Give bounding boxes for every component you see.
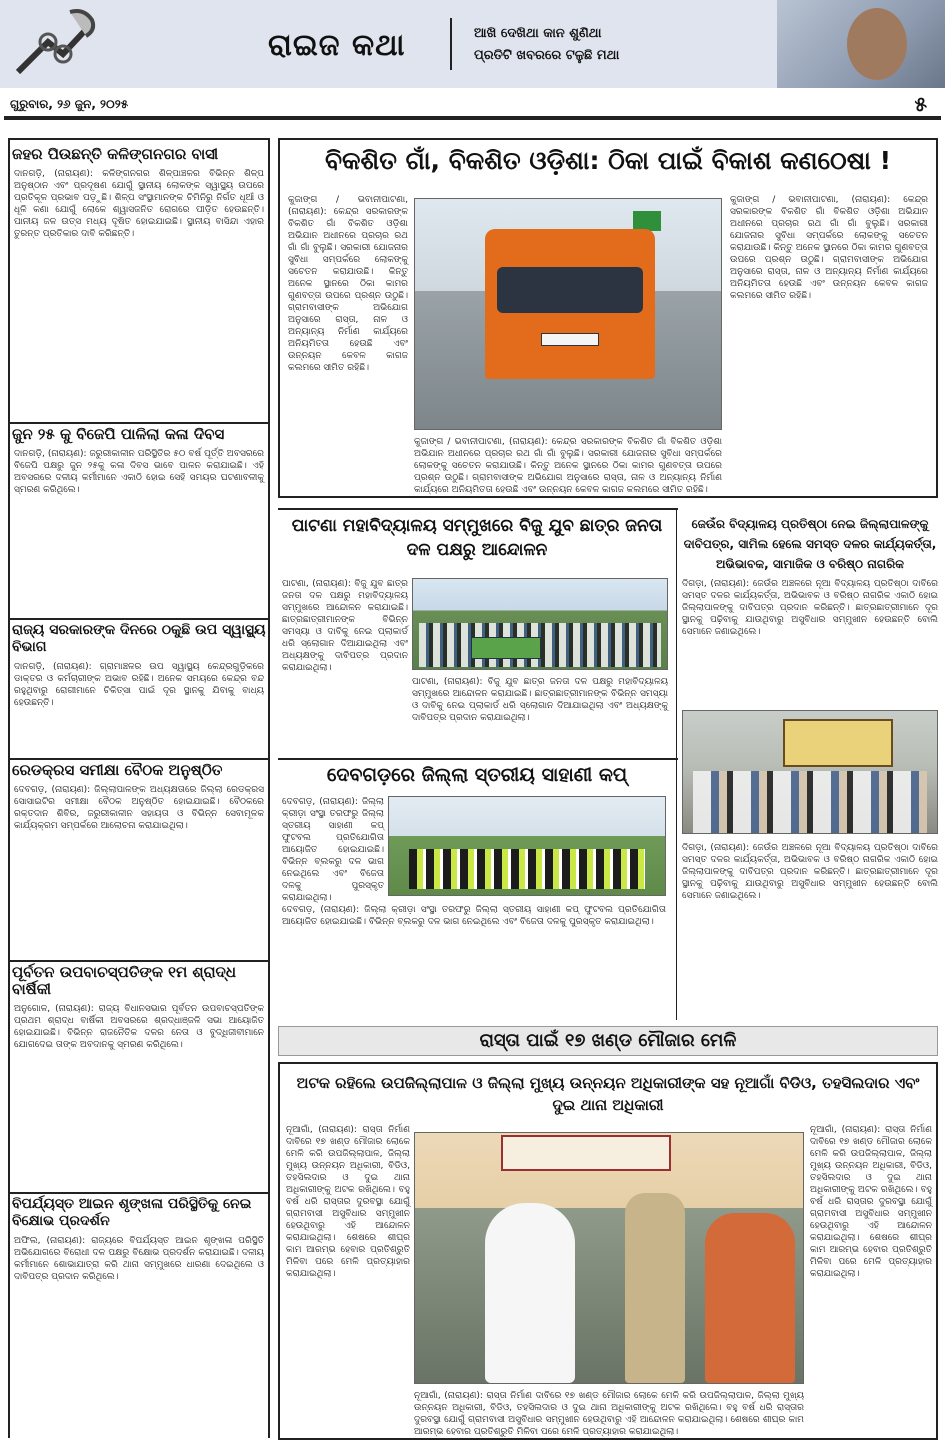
bottom-story-headline: ଅଟକ ରହିଲେ ଉପଜିଲ୍ଲାପାଳ ଓ ଜିଲ୍ଲା ମୁଖ୍ୟ ଉନ୍ନୟନ ଅଧିକାରୀଙ୍କ ସହ ନୂଆଗାଁ ବିଡିଓ, ତହସିଲଦାର ଏବଂ ଦୁଇ ଥାନା ଅଧିକାରୀ — [296, 1074, 920, 1114]
left-story-5-body: ଅନୁଗୋଳ, (ନାରାୟଣ): ରାଜ୍ୟ ବିଧାନସଭାର ପୂର୍ବତନ ଉପବାଚସ୍ପତିଙ୍କ ପ୍ରଥମ ଶ୍ରାଦ୍ଧ ବାର୍ଷିକୀ ଅବସରରେ ଶ୍ରଦ୍ଧାଞ୍ଜଳି ସଭା ଆୟୋଜିତ ହୋଇଯାଇଛି। ବିଭିନ୍ନ ରାଜନୈତିକ ଦଳର ନେତା ଓ ବୁଦ୍ଧିଜୀବୀମାନେ ଯୋଗଦେଇ ତାଙ୍କ ଅବଦାନକୁ ସ୍ମରଣ କରିଥିଲେ। — [14, 1004, 264, 1050]
bottom-story-body-under-photo: ନୂଆଗାଁ, (ନାରାୟଣ): ରାସ୍ତା ନିର୍ମାଣ ଦାବିରେ ୧୭ ଖଣ୍ଡ ମୌଜାର ଲୋକେ ମେଳି କରି ଉପଜିଲ୍ଲାପାଳ, ଜିଲ୍ଲା ମୁଖ୍ୟ ଉନ୍ନୟନ ଅଧିକାରୀ, ବିଡିଓ, ତହସିଲଦାର ଓ ଦୁଇ ଥାନା ଅଧିକାରୀଙ୍କୁ ଅଟକ ରଖିଥିଲେ। ବହୁ ବର୍ଷ ଧରି ରାସ୍ତାର ଦୁରବସ୍ଥା ଯୋଗୁଁ ଗ୍ରାମବାସୀ ଅସୁବିଧାର ସମ୍ମୁଖୀନ ହେଉଥିବାରୁ ଏହି ଆନ୍ଦୋଳନ କରାଯାଇଥିଲା। ଶେଷରେ ଶୀଘ୍ର କାମ ଆରମ୍ଭ ହେବାର ପ୍ରତିଶ୍ରୁତି ମିଳିବା ପରେ ମେଳି ପ୍ରତ୍ୟାହାର କରାଯାଇଥିଲା। — [414, 1391, 804, 1437]
left-story-5-headline: ପୂର୍ବତନ ଉପବାଚସ୍ପତିଙ୍କ ୧ମ ଶ୍ରାଦ୍ଧ ବାର୍ଷିକୀ — [10, 960, 268, 1001]
masthead-child-photo — [777, 0, 945, 88]
tagline-line-1: ଆଖି ଦେଖିଥା କାନ ଶୁଣିଥା — [474, 26, 602, 41]
left-story-1-headline: ଜହର ପିଉଛନ୍ତି କଳିଙ୍ଗନଗର ବାସୀ — [12, 145, 219, 163]
left-story-4-body: ଦେବଗଡ଼, (ନାରାୟଣ): ଜିଲ୍ଲାପାଳଙ୍କ ଅଧ୍ୟକ୍ଷତାରେ ଜିଲ୍ଲା ରେଡକ୍ରସ ସୋସାଇଟିର ସମୀକ୍ଷା ବୈଠକ ଅନୁଷ୍ଠିତ ହୋଇଯାଇଛି। ବୈଠକରେ ରକ୍ତଦାନ ଶିବିର, ଜରୁରୀକାଳୀନ ସହାୟତା ଓ ବିଭିନ୍ନ ସେବାମୂଳକ କାର୍ଯ୍ୟକ୍ରମ ସମ୍ପର୍କରେ ଆଲୋଚନା କରାଯାଇଥିଲା। — [14, 785, 264, 831]
newspaper-title: ରାଇଜ କଥା — [268, 28, 406, 63]
left-story-3 — [10, 618, 268, 711]
school-story-meeting-photo — [682, 710, 938, 834]
school-story-headline: ଜେଉଁର ବିଦ୍ୟାଳୟ ପ୍ରତିଷ୍ଠା ନେଇ ଜିଲ୍ଲାପାଳଙ୍କୁ ଦାବିପତ୍ର, ସାମିଲ ହେଲେ ସମସ୍ତ ଦଳର କାର୍ଯ୍ୟକର୍ତ୍ତା, ଅଭିଭାବକ, ସାମାଜିକ ଓ ବରିଷ୍ଠ ନାଗରିକ — [683, 517, 937, 571]
bottom-story-body-left: ନୂଆଗାଁ, (ନାରାୟଣ): ରାସ୍ତା ନିର୍ମାଣ ଦାବିରେ ୧୭ ଖଣ୍ଡ ମୌଜାର ଲୋକେ ମେଳି କରି ଉପଜିଲ୍ଲାପାଳ, ଜିଲ୍ଲା ମୁଖ୍ୟ ଉନ୍ନୟନ ଅଧିକାରୀ, ବିଡିଓ, ତହସିଲଦାର ଓ ଦୁଇ ଥାନା ଅଧିକାରୀଙ୍କୁ ଅଟକ ରଖିଥିଲେ। ବହୁ ବର୍ଷ ଧରି ରାସ୍ତାର ଦୁରବସ୍ଥା ଯୋଗୁଁ ଗ୍ରାମବାସୀ ଅସୁବିଧାର ସମ୍ମୁଖୀନ ହେଉଥିବାରୁ ଏହି ଆନ୍ଦୋଳନ କରାଯାଇଥିଲା। ଶେଷରେ ଶୀଘ୍ର କାମ ଆରମ୍ଭ ହେବାର ପ୍ରତିଶ୍ରୁତି ମିଳିବା ପରେ ମେଳି ପ୍ରତ୍ୟାହାର କରାଯାଇଥିଲା। — [286, 1125, 410, 1279]
lead-story-box — [278, 138, 938, 498]
left-news-column — [10, 140, 268, 1440]
left-story-6-body: ଅଫିଲ, (ନାରାୟଣ): ରାଜ୍ୟରେ ବିପର୍ଯ୍ୟସ୍ତ ଆଇନ ଶୃଙ୍ଖଳା ପରିସ୍ଥିତି ଅଭିଯୋଗରେ ବିରୋଧୀ ଦଳ ପକ୍ଷରୁ ବିକ୍ଷୋଭ ପ୍ରଦର୍ଶନ କରାଯାଇଛି। ଦଳୀୟ କର୍ମୀମାନେ ଶୋଭାଯାତ୍ରା କରି ଥାନା ସମ୍ମୁଖରେ ଧାରଣା ଦେଇଥିଲେ ଓ ଦାବିପତ୍ର ପ୍ରଦାନ କରିଥିଲେ। — [14, 1236, 264, 1282]
left-story-3-headline: ରାଜ୍ୟ ସରକାରଙ୍କ ଦିନରେ ଠକୁଛି ଉପ ସ୍ୱାସ୍ଥ୍ୟ ବିଭାଗ — [10, 618, 268, 659]
lead-story-body-under-photo: କୁଜାଙ୍ଗ / ଭବାନୀପାଟଣା, (ନାରାୟଣ): କେନ୍ଦ୍ର ସରକାରଙ୍କ ବିକଶିତ ଗାଁ ବିକଶିତ ଓଡ଼ିଶା ଅଭିଯାନ ଅଧୀନରେ ପ୍ରଚାର ରଥ ଗାଁ ଗାଁ ବୁଲୁଛି। ସରକାରୀ ଯୋଜନାର ସୁବିଧା ସମ୍ପର୍କରେ ଲୋକଙ୍କୁ ସଚେତନ କରାଯାଉଛି। କିନ୍ତୁ ଅନେକ ସ୍ଥାନରେ ଠିକା କାମର ଗୁଣବତ୍ତା ଉପରେ ପ୍ରଶ୍ନ ଉଠୁଛି। ଗ୍ରାମବାସୀଙ୍କ ଅଭିଯୋଗ ଅନୁସାରେ ରାସ୍ତା, ନାଳ ଓ ଅନ୍ୟାନ୍ୟ ନିର୍ମାଣ କାର୍ଯ୍ୟରେ ଅନିୟମିତତା ହେଉଛି ଏବଂ ଉନ୍ନୟନ କେବଳ କାଗଜ କଲମରେ ସୀମିତ ରହିଛି। — [414, 437, 722, 495]
tagline-line-2: ପ୍ରତିଟି ଖବରରେ ଟଳୁଛି ମଥା — [474, 48, 620, 63]
left-story-6-headline: ବିପର୍ଯ୍ୟସ୍ତ ଆଇନ ଶୃଙ୍ଖଳା ପରିସ୍ଥିତିକୁ ନେଇ ବିକ୍ଷୋଭ ପ୍ରଦର୍ଶନ — [10, 1192, 268, 1233]
school-story-body-top: ଦିଗଡ଼ା, (ନାରାୟଣ): ଜେଉଁର ଅଞ୍ଚଳରେ ନୂଆ ବିଦ୍ୟାଳୟ ପ୍ରତିଷ୍ଠା ଦାବିରେ ସମସ୍ତ ଦଳର କାର୍ଯ୍ୟକର୍ତ୍ତା, ଅଭିଭାବକ ଓ ବରିଷ୍ଠ ନାଗରିକ ଏକାଠି ହୋଇ ଜିଲ୍ଲାପାଳଙ୍କୁ ଦାବିପତ୍ର ପ୍ରଦାନ କରିଛନ୍ତି। ଛାତ୍ରଛାତ୍ରୀମାନେ ଦୂର ସ୍ଥାନକୁ ପଢ଼ିବାକୁ ଯାଉଥିବାରୁ ଅସୁବିଧାର ସମ୍ମୁଖୀନ ହେଉଛନ୍ତି ବୋଲି ସେମାନେ ଜଣାଇଥିଲେ। — [682, 579, 938, 637]
page-number: ୫ — [914, 92, 927, 116]
lead-story-van-photo — [414, 198, 722, 430]
left-story-1-body: ଦାନଗଡ଼ି, (ନାରାୟଣ): କଳିଙ୍ଗନଗର ଶିଳ୍ପାଞ୍ଚଳର ବିଭିନ୍ନ ଶିଳ୍ପ ଅନୁଷ୍ଠାନ ଏବଂ ପ୍ରଦୂଷଣ ଯୋଗୁଁ ସ୍ଥାନୀୟ ଲୋକଙ୍କ ସ୍ୱାସ୍ଥ୍ୟ ଉପରେ ପ୍ରତିକୂଳ ପ୍ରଭାବ ପଡ଼ୁଛି। ଶିଳ୍ପ ସଂସ୍ଥାମାନଙ୍କ ଚିମିନିରୁ ନିର୍ଗତ ଧୂଆଁ ଓ ଧୂଳି କଣା ଯୋଗୁଁ ଲୋକେ ଶ୍ୱାସଜନିତ ରୋଗରେ ପୀଡ଼ିତ ହେଉଛନ୍ତି। ପାନୀୟ ଜଳ ଉତ୍ସ ମଧ୍ୟ ଦୂଷିତ ହୋଇଯାଇଛି। ସ୍ଥାନୀୟ ବାସିନ୍ଦା ଏହାର ତୁରନ୍ତ ପ୍ରତିକାର ଦାବି କରିଛନ୍ତି। — [14, 169, 264, 239]
lead-story-headline: ବିକଶିତ ଗାଁ, ବିକଶିତ ଓଡ଼ିଶା: ଠିକା ପାଇଁ ବିକାଶ କଣଠେଷା ! — [325, 146, 891, 175]
left-story-6 — [10, 1192, 268, 1285]
bottom-story-body-right: ନୂଆଗାଁ, (ନାରାୟଣ): ରାସ୍ତା ନିର୍ମାଣ ଦାବିରେ ୧୭ ଖଣ୍ଡ ମୌଜାର ଲୋକେ ମେଳି କରି ଉପଜିଲ୍ଲାପାଳ, ଜିଲ୍ଲା ମୁଖ୍ୟ ଉନ୍ନୟନ ଅଧିକାରୀ, ବିଡିଓ, ତହସିଲଦାର ଓ ଦୁଇ ଥାନା ଅଧିକାରୀଙ୍କୁ ଅଟକ ରଖିଥିଲେ। ବହୁ ବର୍ଷ ଧରି ରାସ୍ତାର ଦୁରବସ୍ଥା ଯୋଗୁଁ ଗ୍ରାମବାସୀ ଅସୁବିଧାର ସମ୍ମୁଖୀନ ହେଉଥିବାରୁ ଏହି ଆନ୍ଦୋଳନ କରାଯାଇଥିଲା। ଶେଷରେ ଶୀଘ୍ର କାମ ଆରମ୍ଭ ହେବାର ପ୍ରତିଶ୍ରୁତି ମିଳିବା ପରେ ମେଳି ପ୍ରତ୍ୟାହାର କରାଯାଇଥିଲା। — [810, 1125, 932, 1279]
college-story-rule — [278, 508, 678, 510]
lead-story-body-col-1: କୁଜାଙ୍ଗ / ଭବାନୀପାଟଣା, (ନାରାୟଣ): କେନ୍ଦ୍ର ସରକାରଙ୍କ ବିକଶିତ ଗାଁ ବିକଶିତ ଓଡ଼ିଶା ଅଭିଯାନ ଅଧୀନରେ ପ୍ରଚାର ରଥ ଗାଁ ଗାଁ ବୁଲୁଛି। ସରକାରୀ ଯୋଜନାର ସୁବିଧା ସମ୍ପର୍କରେ ଲୋକଙ୍କୁ ସଚେତନ କରାଯାଉଛି। କିନ୍ତୁ ଅନେକ ସ୍ଥାନରେ ଠିକା କାମର ଗୁଣବତ୍ତା ଉପରେ ପ୍ରଶ୍ନ ଉଠୁଛି। ଗ୍ରାମବାସୀଙ୍କ ଅଭିଯୋଗ ଅନୁସାରେ ରାସ୍ତା, ନାଳ ଓ ଅନ୍ୟାନ୍ୟ ନିର୍ମାଣ କାର୍ଯ୍ୟରେ ଅନିୟମିତତା ହେଉଛି ଏବଂ ଉନ୍ନୟନ କେବଳ କାଗଜ କଲମରେ ସୀମିତ ରହିଛି। — [288, 195, 408, 373]
masthead — [0, 0, 945, 88]
cup-story-body-bottom: ଦେବଗଡ଼, (ନାରାୟଣ): ଜିଲ୍ଲା କ୍ରୀଡ଼ା ସଂସ୍ଥା ତରଫରୁ ଜିଲ୍ଲା ସ୍ତରୀୟ ସାହାଣୀ କପ୍ ଫୁଟବଲ ପ୍ରତିଯୋଗିତା ଆୟୋଜିତ ହୋଇଯାଇଛି। ବିଭିନ୍ନ ବ୍ଲକରୁ ଦଳ ଭାଗ ନେଇଥିଲେ ଏବଂ ବିଜେତା ଦଳକୁ ପୁରସ୍କୃତ କରାଯାଇଥିଲା। — [282, 905, 666, 927]
college-story-headline: ପାଟଣା ମହାବିଦ୍ୟାଳୟ ସମ୍ମୁଖରେ ବିଜୁ ଯୁବ ଛାତ୍ର ଜନତା ଦଳ ପକ୍ଷରୁ ଆନ୍ଦୋଳନ — [291, 516, 663, 560]
masthead-divider — [450, 18, 452, 70]
college-story-body-left: ପାଟଣା, (ନାରାୟଣ): ବିଜୁ ଯୁବ ଛାତ୍ର ଜନତା ଦଳ ପକ୍ଷରୁ ମହାବିଦ୍ୟାଳୟ ସମ୍ମୁଖରେ ଆନ୍ଦୋଳନ କରାଯାଇଛି। ଛାତ୍ରଛାତ୍ରୀମାନଙ୍କ ବିଭିନ୍ନ ସମସ୍ୟା ଓ ଦାବିକୁ ନେଇ ପ୍ଲାକାର୍ଡ ଧରି ସ୍ଲୋଗାନ ଦିଆଯାଇଥିଲା ଏବଂ ଅଧ୍ୟକ୍ଷଙ୍କୁ ଦାବିପତ୍ର ପ୍ରଦାନ କରାଯାଇଥିଲା। — [282, 579, 408, 673]
school-story-body-bottom: ଦିଗଡ଼ା, (ନାରାୟଣ): ଜେଉଁର ଅଞ୍ଚଳରେ ନୂଆ ବିଦ୍ୟାଳୟ ପ୍ରତିଷ୍ଠା ଦାବିରେ ସମସ୍ତ ଦଳର କାର୍ଯ୍ୟକର୍ତ୍ତା, ଅଭିଭାବକ ଓ ବରିଷ୍ଠ ନାଗରିକ ଏକାଠି ହୋଇ ଜିଲ୍ଲାପାଳଙ୍କୁ ଦାବିପତ୍ର ପ୍ରଦାନ କରିଛନ୍ତି। ଛାତ୍ରଛାତ୍ରୀମାନେ ଦୂର ସ୍ଥାନକୁ ପଢ଼ିବାକୁ ଯାଉଥିବାରୁ ଅସୁବିଧାର ସମ୍ମୁଖୀନ ହେଉଛନ୍ତି ବୋଲି ସେମାନେ ଜଣାଇଥିଲେ। — [682, 843, 938, 901]
left-story-2-headline: ଜୁନ ୨୫ କୁ ବିଜେପି ପାଳିଲା କଳା ଦିବସ — [10, 422, 268, 446]
left-column-frame-right — [268, 138, 270, 1438]
left-story-1 — [10, 144, 268, 242]
cup-story-body-left: ଦେବଗଡ଼, (ନାରାୟଣ): ଜିଲ୍ଲା କ୍ରୀଡ଼ା ସଂସ୍ଥା ତରଫରୁ ଜିଲ୍ଲା ସ୍ତରୀୟ ସାହାଣୀ କପ୍ ଫୁଟବଲ ପ୍ରତିଯୋଗିତା ଆୟୋଜିତ ହୋଇଯାଇଛି। ବିଭିନ୍ନ ବ୍ଲକରୁ ଦଳ ଭାଗ ନେଇଥିଲେ ଏବଂ ବିଜେତା ଦଳକୁ ପୁରସ୍କୃତ କରାଯାଇଥିଲା। — [282, 797, 384, 903]
header-rule — [4, 116, 941, 120]
bottom-story-protest-photo — [414, 1132, 804, 1384]
cup-story-team-photo — [388, 796, 666, 896]
left-story-2-body: ଦାନଗଡ଼ି, (ନାରାୟଣ): ଜରୁରୀକାଳୀନ ପରିସ୍ଥିତିର ୫୦ ବର୍ଷ ପୂର୍ତ୍ତି ଅବସରରେ ବିଜେପି ପକ୍ଷରୁ ଜୁନ ୨୫କୁ କଳା ଦିବସ ଭାବେ ପାଳନ କରାଯାଇଛି। ଏହି ଅବସରରେ ଦଳୀୟ କର୍ମୀମାନେ ଏକାଠି ହୋଇ ସେହି ସମୟର ଘଟଣାବଳୀକୁ ସ୍ମରଣ କରିଥିଲେ। — [14, 449, 264, 495]
issue-date: ଗୁରୁବାର, ୨୬ ଜୁନ, ୨୦୨୫ — [10, 97, 129, 111]
school-story-column-divider — [676, 508, 677, 1020]
left-story-2 — [10, 422, 268, 498]
cup-story-headline: ଦେବଗଡ଼ରେ ଜିଲ୍ଲା ସ୍ତରୀୟ ସାହାଣୀ କପ୍ — [326, 764, 628, 786]
bottom-story-kicker: ରାସ୍ତା ପାଇଁ ୧୭ ଖଣ୍ଡ ମୌଜାର ମେଳି — [278, 1026, 938, 1056]
left-story-4-headline: ରେଡକ୍ରସ ସମୀକ୍ଷା ବୈଠକ ଅନୁଷ୍ଠିତ — [10, 758, 268, 782]
college-story-group-photo — [412, 578, 668, 670]
left-story-5 — [10, 960, 268, 1053]
chained-hands-logo-icon — [8, 2, 108, 86]
lead-story-body-col-3: କୁଜାଙ୍ଗ / ଭବାନୀପାଟଣା, (ନାରାୟଣ): କେନ୍ଦ୍ର ସରକାରଙ୍କ ବିକଶିତ ଗାଁ ବିକଶିତ ଓଡ଼ିଶା ଅଭିଯାନ ଅଧୀନରେ ପ୍ରଚାର ରଥ ଗାଁ ଗାଁ ବୁଲୁଛି। ସରକାରୀ ଯୋଜନାର ସୁବିଧା ସମ୍ପର୍କରେ ଲୋକଙ୍କୁ ସଚେତନ କରାଯାଉଛି। କିନ୍ତୁ ଅନେକ ସ୍ଥାନରେ ଠିକା କାମର ଗୁଣବତ୍ତା ଉପରେ ପ୍ରଶ୍ନ ଉଠୁଛି। ଗ୍ରାମବାସୀଙ୍କ ଅଭିଯୋଗ ଅନୁସାରେ ରାସ୍ତା, ନାଳ ଓ ଅନ୍ୟାନ୍ୟ ନିର୍ମାଣ କାର୍ଯ୍ୟରେ ଅନିୟମିତତା ହେଉଛି ଏବଂ ଉନ୍ନୟନ କେବଳ କାଗଜ କଲମରେ ସୀମିତ ରହିଛି। — [730, 195, 928, 301]
left-story-3-body: ଦାନଗଡ଼ି, (ନାରାୟଣ): ଗ୍ରାମାଞ୍ଚଳର ଉପ ସ୍ୱାସ୍ଥ୍ୟ କେନ୍ଦ୍ରଗୁଡ଼ିକରେ ଡାକ୍ତର ଓ କର୍ମଚାରୀଙ୍କ ଅଭାବ ରହିଛି। ଅନେକ ସମୟରେ କେନ୍ଦ୍ର ବନ୍ଦ ରହୁଥିବାରୁ ରୋଗୀମାନେ ଚିକିତ୍ସା ପାଇଁ ଦୂର ସ୍ଥାନକୁ ଯିବାକୁ ବାଧ୍ୟ ହେଉଛନ୍ତି। — [14, 662, 264, 708]
college-story-body-under-photo: ପାଟଣା, (ନାରାୟଣ): ବିଜୁ ଯୁବ ଛାତ୍ର ଜନତା ଦଳ ପକ୍ଷରୁ ମହାବିଦ୍ୟାଳୟ ସମ୍ମୁଖରେ ଆନ୍ଦୋଳନ କରାଯାଇଛି। ଛାତ୍ରଛାତ୍ରୀମାନଙ୍କ ବିଭିନ୍ନ ସମସ୍ୟା ଓ ଦାବିକୁ ନେଇ ପ୍ଲାକାର୍ଡ ଧରି ସ୍ଲୋଗାନ ଦିଆଯାଇଥିଲା ଏବଂ ଅଧ୍ୟକ୍ଷଙ୍କୁ ଦାବିପତ୍ର ପ୍ରଦାନ କରାଯାଇଥିଲା। — [412, 677, 668, 723]
cup-story-rule — [278, 758, 678, 760]
bottom-story-box — [278, 1062, 938, 1440]
left-story-4 — [10, 758, 268, 834]
